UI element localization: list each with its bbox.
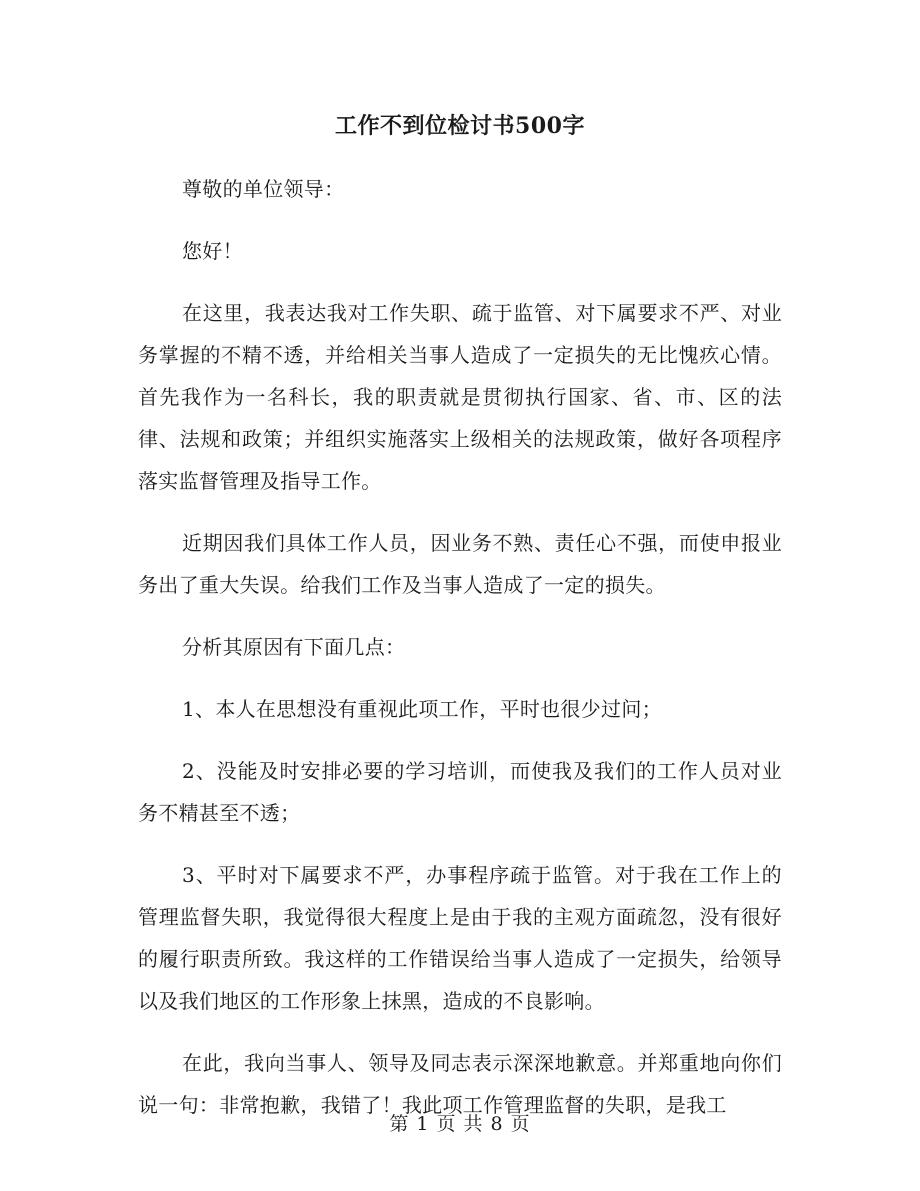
paragraph-incident: 近期因我们具体工作人员，因业务不熟、责任心不强，而使申报业务出了重大失误。给我们工作及当事人造成了一定的损失。 [138,531,782,597]
paragraph-apology: 在此，我向当事人、领导及同志表示深深地歉意。并郑重地向你们说一句：非常抱歉，我错了！我此项工作管理监督的失职，是我工 [138,1051,782,1117]
paragraph-intro: 在这里，我表达我对工作失职、疏于监管、对下属要求不严、对业务掌握的不精不透，并给相关当事人造成了一定损失的无比愧疚心情。首先我作为一名科长，我的职责就是贯彻执行国家、省、市、区的法律、法规和政策；并组织实施落实上级相关的法规政策，做好各项程序落实监督管理及指导工作。 [138,301,782,493]
list-item-reason-3: 3、平时对下属要求不严，办事程序疏于监管。对于我在工作上的管理监督失职，我觉得很大程度上是由于我的主观方面疏忽，没有很好的履行职责所致。我这样的工作错误给当事人造成了一定损失，给领导以及我们地区的工作形象上抹黑，造成的不良影响。 [138,863,782,1013]
document-title: 工作不到位检讨书500字 [335,113,585,139]
greeting: 您好！ [182,239,243,263]
list-item-reason-1: 1、本人在思想没有重视此项工作，平时也很少过问； [182,697,662,721]
paragraph-analysis-heading: 分析其原因有下面几点： [182,635,406,659]
salutation: 尊敬的单位领导： [182,177,345,201]
page-number-footer: 第 1 页 共 8 页 [389,1113,531,1135]
document-body [138,168,782,1146]
list-item-reason-2: 2、没能及时安排必要的学习培训，而使我及我们的工作人员对业务不精甚至不透； [138,759,782,825]
